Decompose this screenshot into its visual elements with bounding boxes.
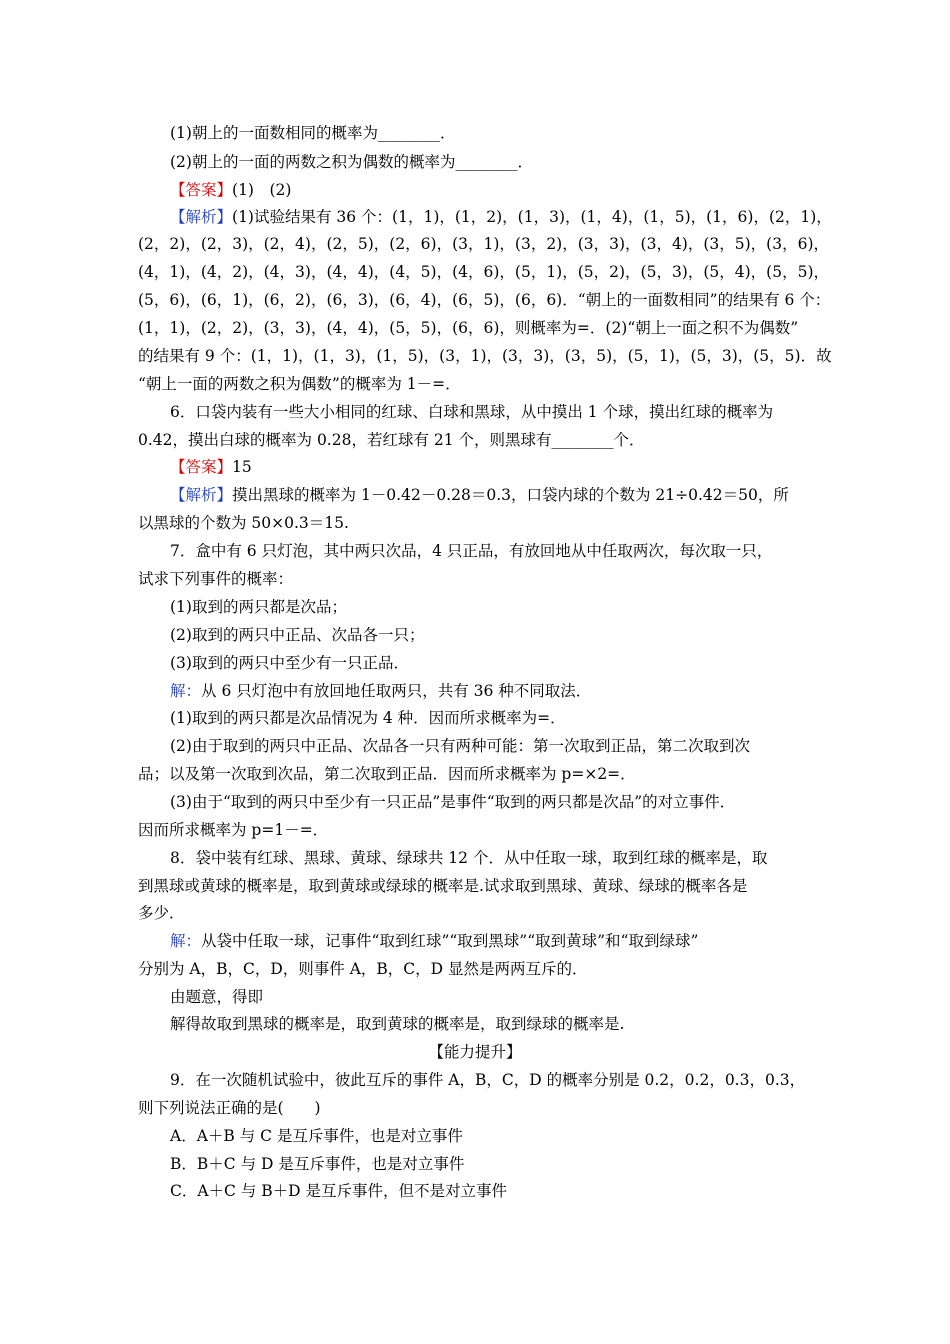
solution-line-8: 解：从袋中任取一球，记事件“取到红球”“取到黑球”“取到黄球”和“取到绿球” [170,932,699,950]
solution-line: 分别为 A，B，C，D，则事件 A，B，C，D 显然是两两互斥的． [138,960,588,978]
question-9-cont: 则下列说法正确的是( ) [138,1099,321,1117]
question-9: 9．在一次随机试验中，彼此互斥的事件 A，B，C，D 的概率分别是 0.2，0.2，0.3，0.3， [170,1071,806,1089]
solution-line: (2)由于取到的两只中正品、次品各一只有两种可能：第一次取到正品，第二次取到次 [170,737,750,755]
solution-line: 解得故取到黑球的概率是，取到黄球的概率是，取到绿球的概率是. [170,1015,625,1033]
answer-tag: 【答案】 [170,458,233,476]
analysis-line: (1，1)，(2，2)，(3，3)，(4，4)，(5，5)，(6，6)，则概率为=．(2)“朝上一面之积不为偶数” [138,319,799,337]
question-8: 8．袋中装有红球、黑球、黄球、绿球共 12 个．从中任取一球，取到红球的概率是，取 [170,849,768,867]
solution-line-7: 解：从 6 只灯泡中有放回地任取两只，共有 36 种不同取法． [170,682,592,700]
solution-line: 由题意，得即 [170,988,264,1006]
question-5-part-2: (2)朝上的一面的两数之积为偶数的概率为________． [170,153,533,171]
solution-line: 品；以及第一次取到次品，第二次取到正品．因而所求概率为 p=×2=． [138,765,636,783]
answer-line-5: 【答案】(1) (2) [170,181,292,199]
solution-tag: 解： [170,932,202,950]
question-7-part-2: (2)取到的两只中正品、次品各一只； [170,626,425,644]
analysis-line: 以黑球的个数为 50×0.3＝15. [138,514,349,532]
analysis-line: 的结果有 9 个：(1，1)，(1，3)，(1，5)，(3，1)，(3，3)，(3，5)，(5，1)，(5，3)，(5，5)．故 [138,347,832,365]
analysis-tag: 【解析】 [170,208,233,226]
answer-line-6: 【答案】15 [170,458,252,476]
solution-line: (1)取到的两只都是次品情况为 4 种．因而所求概率为=． [170,709,566,727]
analysis-line: (5，6)，(6，1)，(6，2)，(6，3)，(6，4)，(6，5)，(6，6)．“朝上的一面数相同”的结果有 6 个： [138,291,831,309]
option-a: A．A＋B 与 C 是互斥事件，也是对立事件 [170,1127,463,1145]
question-5-part-1: (1)朝上的一面数相同的概率为________． [170,124,456,142]
analysis-line: “朝上一面的两数之积为偶数”的概率为 1－=． [138,375,461,393]
section-heading: 【能力提升】 [428,1043,522,1061]
question-8-cont: 多少． [138,904,185,922]
solution-tag: 解： [170,682,202,700]
question-7-cont: 试求下列事件的概率： [138,570,294,588]
question-7: 7．盒中有 6 只灯泡，其中两只次品，4 只正品，有放回地从中任取两次，每次取一只， [170,542,773,560]
analysis-line-6: 【解析】摸出黑球的概率为 1－0.42－0.28＝0.3，口袋内球的个数为 21÷0.42＝50，所 [170,486,789,504]
answer-tag: 【答案】 [170,181,233,199]
option-c: C．A＋C 与 B＋D 是互斥事件，但不是对立事件 [170,1182,508,1200]
solution-line: (3)由于“取到的两只中至少有一只正品”是事件“取到的两只都是次品”的对立事件． [170,793,736,811]
question-6: 6．口袋内装有一些大小相同的红球、白球和黑球，从中摸出 1 个球，摸出红球的概率为 [170,403,774,421]
option-b: B．B＋C 与 D 是互斥事件，也是对立事件 [170,1155,465,1173]
question-6-cont: 0.42，摸出白球的概率为 0.28，若红球有 21 个，则黑球有________个． [138,431,645,449]
analysis-line: (2，2)，(2，3)，(2，4)，(2，5)，(2，6)，(3，1)，(3，2)，(3，3)，(3，4)，(3，5)，(3，6)， [138,235,829,253]
analysis-line-5: 【解析】(1)试验结果有 36 个：(1，1)，(1，2)，(1，3)，(1，4)，(1，5)，(1，6)，(2，1)， [170,208,832,226]
analysis-line: (4，1)，(4，2)，(4，3)，(4，4)，(4，5)，(4，6)，(5，1)，(5，2)，(5，3)，(5，4)，(5，5)， [138,263,829,281]
question-8-cont: 到黑球或黄球的概率是，取到黄球或绿球的概率是.试求取到黑球、黄球、绿球的概率各是 [138,877,748,895]
solution-line: 因而所求概率为 p=1－=． [138,821,329,839]
analysis-tag: 【解析】 [170,486,233,504]
question-7-part-1: (1)取到的两只都是次品； [170,598,347,616]
question-7-part-3: (3)取到的两只中至少有一只正品． [170,654,409,672]
